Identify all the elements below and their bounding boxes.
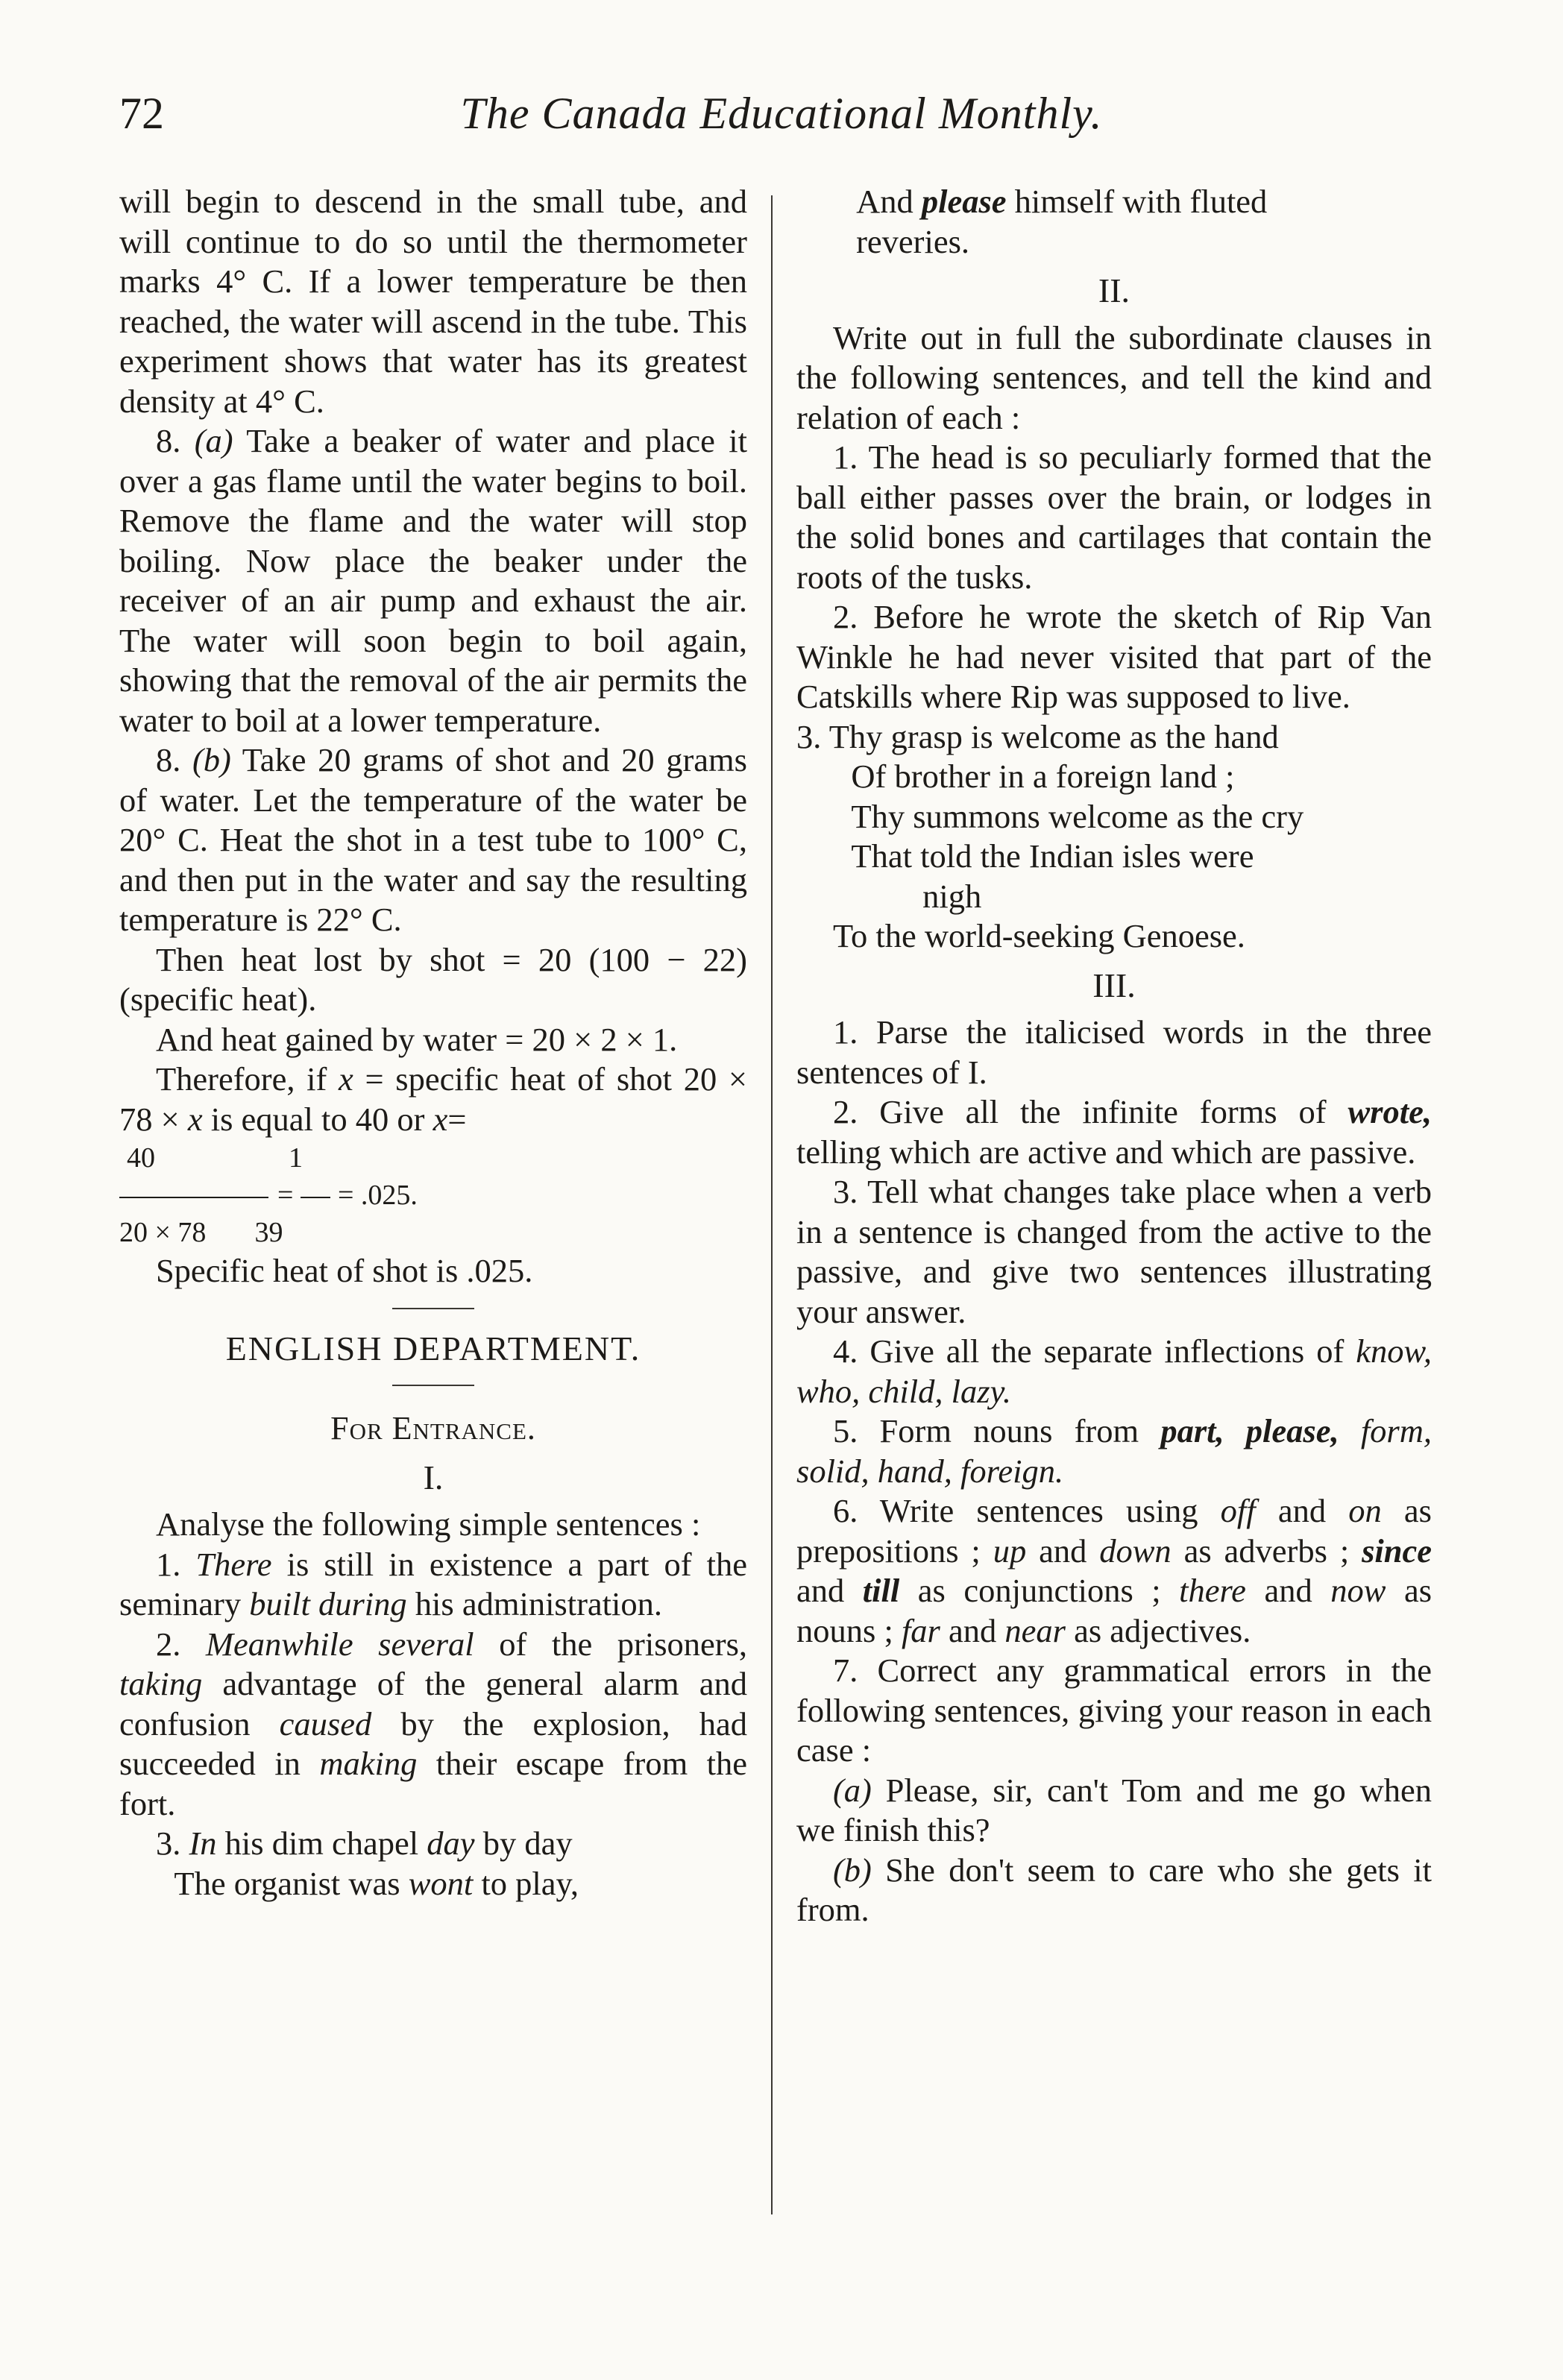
left-column <box>119 182 747 1904</box>
question-8b: 8. (b) Take 20 grams of shot and 20 grams of water. Let the temperature of the water be 20° C. Heat the shot in a test tube to 100° C, and then put in the water and say the resulting temperature is 22° C. <box>119 741 747 938</box>
fraction-1-denominator: 20 × 78 <box>119 1217 207 1248</box>
department-title: ENGLISH DEPARTMENT. <box>225 1329 641 1367</box>
question-iii-7b: (b) She don't seem to care who she gets it from. <box>796 1851 1432 1928</box>
running-head <box>0 88 1563 148</box>
section-number-2: II. <box>1098 271 1130 309</box>
section-2-instruction: Write out in full the subordinate clauses in the following sentences, and tell the kind and relation of each : <box>796 318 1432 436</box>
verse-continuation: And please himself with fluted reveries. <box>856 183 1268 260</box>
question-iii-1: 1. Parse the italicised words in the three sentences of I. <box>796 1013 1432 1091</box>
fraction-2-denominator: 39 <box>254 1217 283 1248</box>
question-iii-4: 4. Give all the separate inflections of know, who, child, lazy. <box>796 1332 1433 1410</box>
section-1-instruction: Analyse the following simple sentences : <box>155 1505 701 1543</box>
question-iii-2: 2. Give all the infinite forms of wrote, telling which are active and which are passive. <box>796 1093 1432 1171</box>
equation-heat-gained: And heat gained by water = 20 × 2 × 1. <box>155 1020 678 1058</box>
question-iii-7: 7. Correct any grammatical errors in the following sentences, giving your reason in each case : <box>796 1652 1432 1769</box>
journal-title: The Canada Educational Monthly. <box>460 89 1103 138</box>
question-8a: 8. (a) Take a beaker of water and place it over a gas flame until the water begins to boil. Remove the flame and the water will stop boiling. Now place the beaker under the receiver of an air pump and exhaust the air. The water will soon begin to boil again, showing that the removal of the air permits the water to boil at a lower temperature. <box>119 422 748 739</box>
column-rule <box>771 195 773 2214</box>
question-iii-3: 3. Tell what changes take place when a verb in a sentence is changed from the active to the passive, and give two sentences illustrating your answer. <box>796 1173 1432 1330</box>
question-iii-7a: (a) Please, sir, can't Tom and me go when we finish this? <box>796 1771 1432 1848</box>
fraction-2-bar <box>301 1197 330 1198</box>
page-number: 72 <box>119 89 164 138</box>
question-iii-5: 5. Form nouns from part, please, form, solid, hand, foreign. <box>796 1412 1433 1490</box>
sentence-3: 3. In his dim chapel day by day The organist was wont to play, <box>155 1825 579 1902</box>
sentence-2: 2. Meanwhile several of the prisoners, taking advantage of the general alarm and confusion caused by the explosion, had succeeded in making their escape from the fort. <box>119 1625 748 1822</box>
right-column <box>796 182 1432 1930</box>
fraction-1-bar <box>119 1197 268 1198</box>
clause-sentence-3: 3. Thy grasp is welcome as the hand Of brother in a foreign land ; Thy summons welcome as the cry That told the Indian isles were nigh To the world-seeking Genoese. <box>796 717 1304 954</box>
department-subtitle: For Entrance. <box>330 1410 536 1446</box>
fraction-block: 40 1 = = .025. 20 × 78 39 <box>119 1142 418 1248</box>
paragraph-density: will begin to descend in the small tube, and will continue to do so until the thermometer marks 4° C. If a lower temperature be then reached, the water will ascend in the tube. This experiment shows that water has its greatest density at 4° C. <box>119 183 747 420</box>
equation-therefore: Therefore, if x = specific heat of shot 20 × 78 × x is equal to 40 or x= <box>119 1060 747 1138</box>
fraction-1-numerator: 40 <box>127 1142 155 1174</box>
question-iii-6: 6. Write sentences using off and on as prepositions ; up and down as adverbs ; since and till as conjunctions ; there and now as nouns ; far and near as adjectives. <box>796 1492 1433 1649</box>
clause-sentence-2: 2. Before he wrote the sketch of Rip Van Winkle he had never visited that part of the Catskills where Rip was supposed to live. <box>796 598 1432 715</box>
specific-heat-result: Specific heat of shot is .025. <box>155 1252 533 1289</box>
sentence-1: 1. There is still in existence a part of the seminary built during his administration. <box>119 1545 748 1622</box>
fraction-2-numerator: 1 <box>289 1142 303 1174</box>
clause-sentence-1: 1. The head is so peculiarly formed that the ball either passes over the brain, or lodges in the solid bones and cartilages that contain the roots of the tusks. <box>796 438 1432 596</box>
section-number-3: III. <box>1092 966 1136 1004</box>
section-divider <box>392 1308 474 1309</box>
equation-heat-lost: Then heat lost by shot = 20 (100 − 22) (specific heat). <box>119 940 747 1018</box>
fraction-result: = .025. <box>337 1180 418 1211</box>
section-number-1: I. <box>423 1458 444 1496</box>
section-divider <box>392 1385 474 1386</box>
